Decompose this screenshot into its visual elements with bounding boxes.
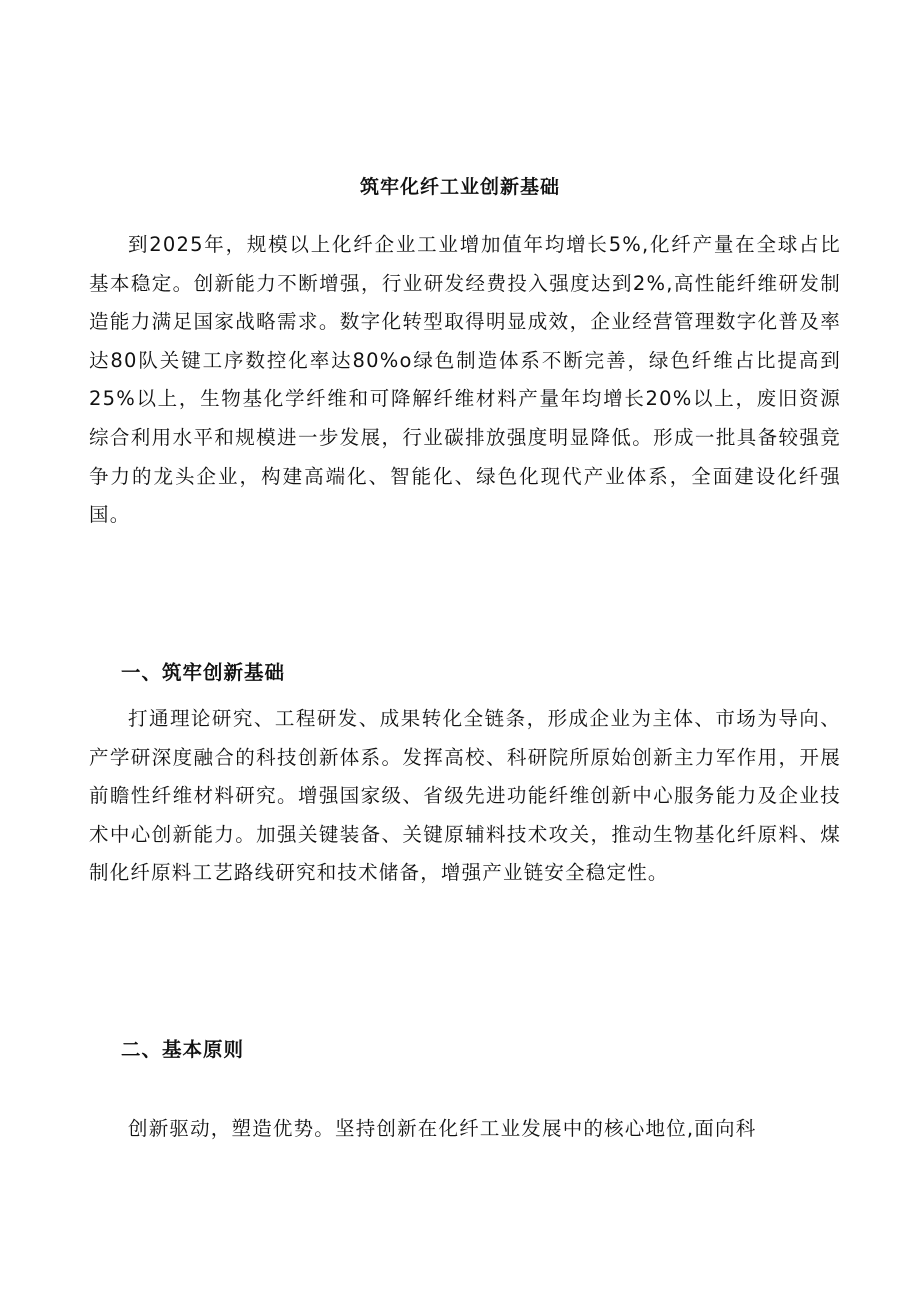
document-title: 筑牢化纤工业创新基础 (359, 176, 560, 198)
section-paragraph-basic-principles: 创新驱动，塑造优势。坚持创新在化纤工业发展中的核心地位,面向科 (128, 1117, 757, 1140)
section-paragraph-innovation-foundation: 打通理论研究、工程研发、成果转化全链条，形成企业为主体、市场为导向、产学研深度融合的科技创新体系。发挥高校、科研院所原始创新主力军作用，开展前瞻性纤维材料研究。增强国家级、省级先进功能纤维创新中心服务能力及企业技术中心创新能力。加强关键装备、关键原辅料技术攻关，推动生物基化纤原料、煤制化纤原料工艺路线研究和技术储备，增强产业链安全稳定性。 (89, 707, 841, 885)
section-heading-innovation-foundation: 一、筑牢创新基础 (121, 661, 286, 684)
section-heading-basic-principles: 二、基本原则 (121, 1038, 245, 1061)
intro-paragraph: 到2025年，规模以上化纤企业工业增加值年均增长5%,化纤产量在全球占比基本稳定。创新能力不断增强，行业研发经费投入强度达到2%,高性能纤维研发制造能力满足国家战略需求。数字化转型取得明显成效，企业经营管理数字化普及率达80队关键工序数控化率达80%o绿色制造体系不断完善，绿色纤维占比提高到25%以上，生物基化学纤维和可降解纤维材料产量年均增长20%以上，废旧资源综合利用水平和规模进一步发展，行业碳排放强度明显降低。形成一批具备较强竞争力的龙头企业，构建高端化、智能化、绿色化现代产业体系，全面建设化纤强国。 (89, 233, 841, 527)
